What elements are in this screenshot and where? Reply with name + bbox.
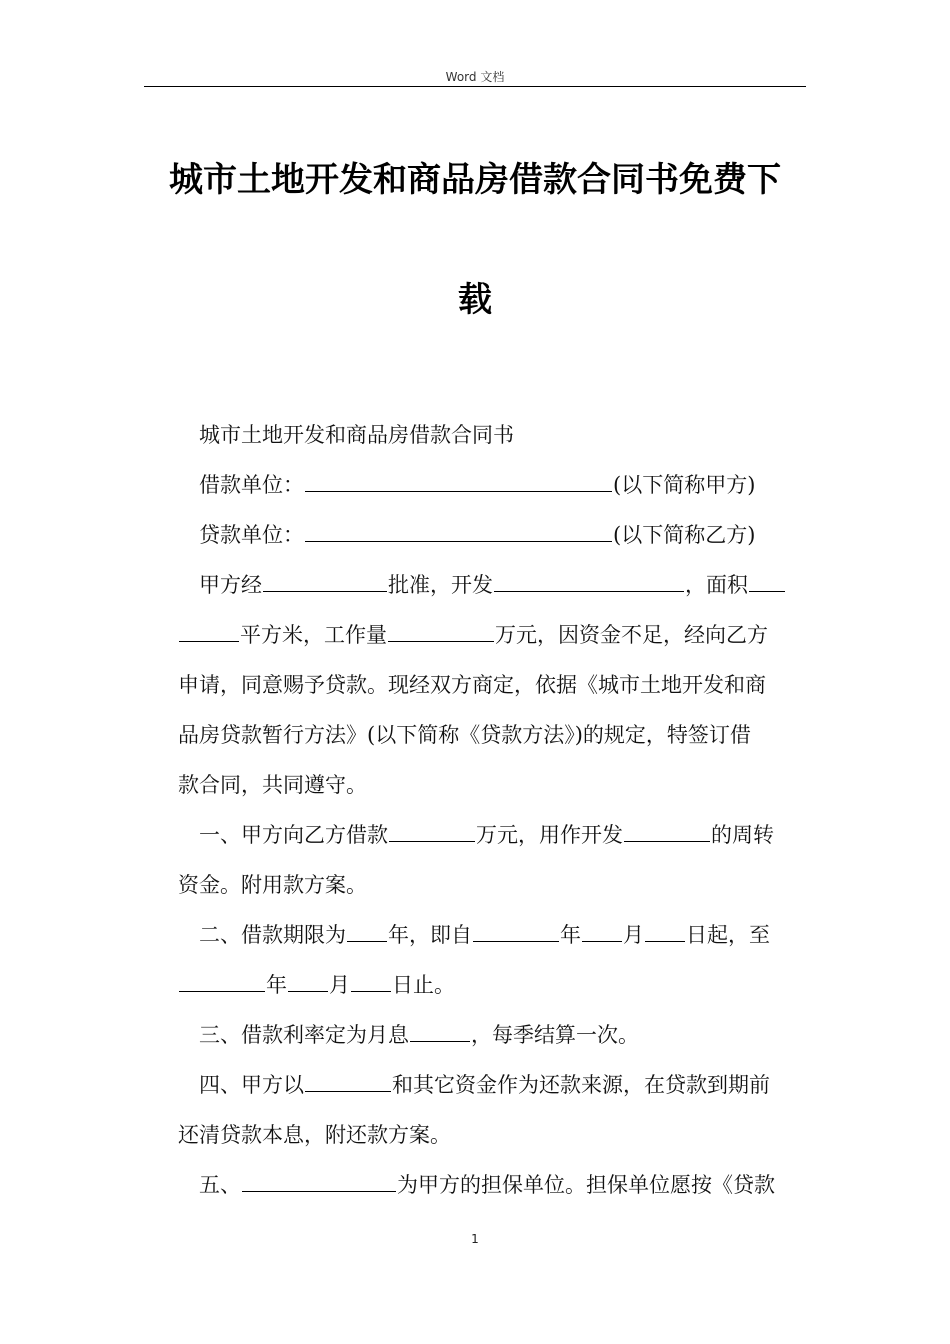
preamble-text: 甲方经 <box>199 573 262 597</box>
preamble-text: 品房贷款暂行方法》(以下简称《贷款方法》)的规定，特签订借 <box>178 723 751 747</box>
area-blank-end[interactable] <box>179 622 239 642</box>
clause-text: 日起，至 <box>686 923 770 947</box>
start-month-blank[interactable] <box>582 922 622 942</box>
guarantor-blank[interactable] <box>242 1172 396 1192</box>
end-day-blank[interactable] <box>351 972 391 992</box>
borrower-note: (以下简称甲方) <box>613 473 756 497</box>
clause-text: ，每季结算一次。 <box>471 1023 639 1047</box>
clause-text: 年 <box>560 923 581 947</box>
borrower-blank[interactable] <box>305 472 612 492</box>
document-body <box>178 410 808 1210</box>
loan-amount-blank[interactable] <box>389 822 475 842</box>
start-year-blank[interactable] <box>473 922 559 942</box>
preamble-line-5 <box>178 760 808 810</box>
clause-text: 一、甲方向乙方借款 <box>199 823 388 847</box>
clause-text: 四、甲方以 <box>199 1073 304 1097</box>
term-years-blank[interactable] <box>347 922 387 942</box>
clause-text: 三、借款利率定为月息 <box>199 1023 409 1047</box>
clause-2-line-2 <box>178 960 808 1010</box>
clause-text: 和其它资金作为还款来源，在贷款到期前 <box>392 1073 770 1097</box>
clause-text: 日止。 <box>392 973 455 997</box>
end-year-blank[interactable] <box>179 972 265 992</box>
clause-text: 万元，用作开发 <box>476 823 623 847</box>
clause-5-line-1 <box>178 1160 808 1210</box>
clause-1-line-2 <box>178 860 808 910</box>
preamble-text: 万元，因资金不足，经向乙方 <box>495 623 768 647</box>
clause-2-line-1 <box>178 910 808 960</box>
clause-text: 月 <box>329 973 350 997</box>
clause-text: 年，即自 <box>388 923 472 947</box>
document-title-line-2: 载 <box>458 280 492 320</box>
clause-text: 二、借款期限为 <box>199 923 346 947</box>
clause-3 <box>178 1010 808 1060</box>
clause-text: 五、 <box>199 1173 241 1197</box>
preamble-text: 批准，开发 <box>388 573 493 597</box>
preamble-text: ，面积 <box>685 573 748 597</box>
borrower-line <box>178 460 808 510</box>
area-blank-start[interactable] <box>749 572 785 592</box>
contract-heading-text: 城市土地开发和商品房借款合同书 <box>199 423 514 447</box>
page-header: Word 文档 <box>445 70 505 84</box>
clause-text: 资金。附用款方案。 <box>178 873 367 897</box>
page-number: 1 <box>471 1232 479 1246</box>
header-divider <box>144 86 806 87</box>
clause-1-line-1 <box>178 810 808 860</box>
clause-text: 年 <box>266 973 287 997</box>
preamble-text: 平方米，工作量 <box>240 623 387 647</box>
approval-blank[interactable] <box>263 572 387 592</box>
clause-text: 为甲方的担保单位。担保单位愿按《贷款 <box>397 1173 775 1197</box>
lender-blank[interactable] <box>305 522 612 542</box>
clause-text: 还清贷款本息，附还款方案。 <box>178 1123 451 1147</box>
project-blank[interactable] <box>494 572 684 592</box>
development-purpose-blank[interactable] <box>624 822 710 842</box>
preamble-line-2 <box>178 610 808 660</box>
clause-4-line-2 <box>178 1110 808 1160</box>
lender-label: 贷款单位： <box>199 523 304 547</box>
repayment-source-blank[interactable] <box>305 1072 391 1092</box>
preamble-line-1 <box>178 560 808 610</box>
preamble-text: 款合同，共同遵守。 <box>178 773 367 797</box>
document-title-line-1: 城市土地开发和商品房借款合同书免费下 <box>169 160 781 200</box>
preamble-text: 申请，同意赐予贷款。现经双方商定，依据《城市土地开发和商 <box>178 673 766 697</box>
interest-rate-blank[interactable] <box>410 1022 470 1042</box>
end-month-blank[interactable] <box>288 972 328 992</box>
workload-blank[interactable] <box>388 622 494 642</box>
lender-line <box>178 510 808 560</box>
clause-4-line-1 <box>178 1060 808 1110</box>
start-day-blank[interactable] <box>645 922 685 942</box>
clause-text: 的周转 <box>711 823 774 847</box>
preamble-line-4 <box>178 710 808 760</box>
clause-text: 月 <box>623 923 644 947</box>
lender-note: (以下简称乙方) <box>613 523 756 547</box>
contract-heading <box>178 410 808 460</box>
borrower-label: 借款单位： <box>199 473 304 497</box>
preamble-line-3 <box>178 660 808 710</box>
